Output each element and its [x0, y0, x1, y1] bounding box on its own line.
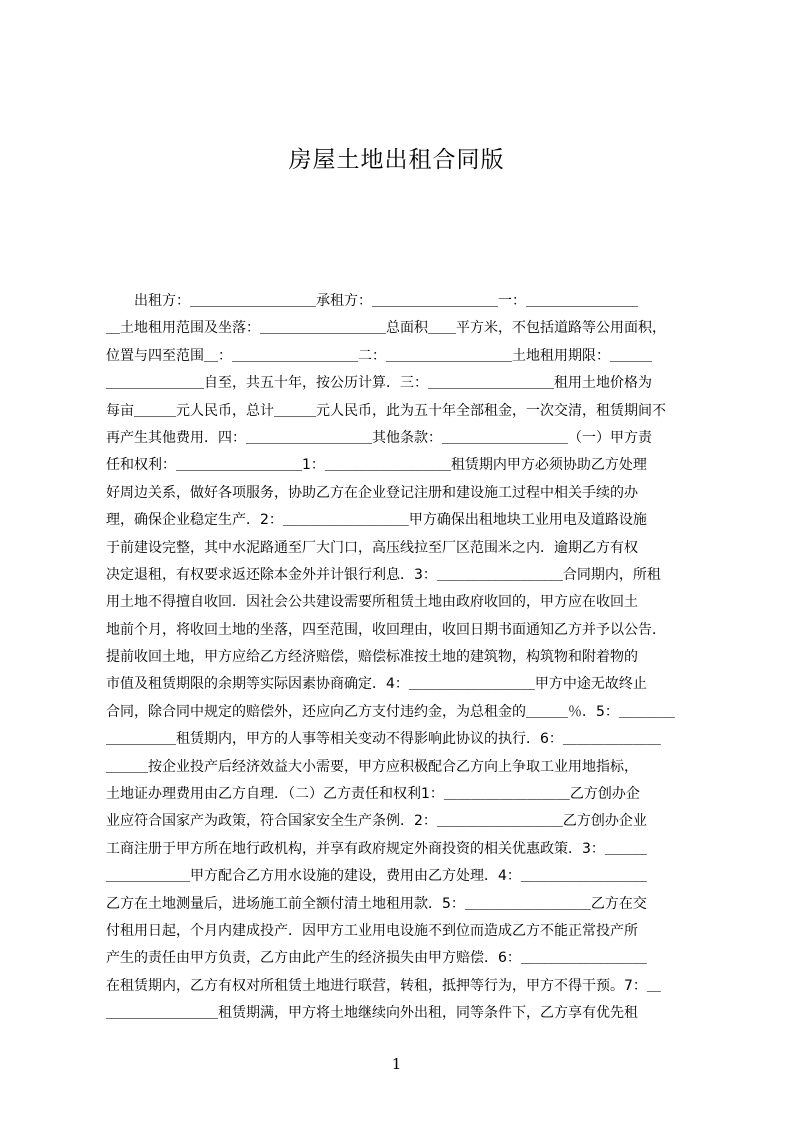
body-line: ＿土地租用范围及坐落：＿＿＿＿＿＿＿＿＿总面积＿＿平方米，不包括道路等公用面积， — [106, 320, 666, 337]
body-line: 任和权利：＿＿＿＿＿＿＿＿＿1：＿＿＿＿＿＿＿＿＿租赁期内甲方必须协助乙方处理 — [106, 457, 647, 474]
body-line: 乙方在土地测量后，进场施工前全额付清土地租用款．5：＿＿＿＿＿＿＿＿＿乙方在交 — [106, 895, 647, 912]
body-line: 地前个月，将收回土地的坐落，四至范围，收回理由，收回日期书面通知乙方并予以公告． — [106, 621, 666, 638]
body-line: 出租方：＿＿＿＿＿＿＿＿＿承租方：＿＿＿＿＿＿＿＿＿一：＿＿＿＿＿＿＿＿ — [106, 293, 638, 309]
body-line: 付租用日起，个月内建成投产．因甲方工业用电设施不到位而造成乙方不能正常投产所 — [106, 922, 638, 939]
body-line: 土地证办理费用由乙方自理．（二）乙方责任和权利1：＿＿＿＿＿＿＿＿＿乙方创办企 — [106, 786, 640, 803]
page-number: 1 — [391, 1055, 402, 1073]
body-line: 于前建设完整，其中水泥路通至厂大门口，高压线拉至厂区范围米之内．逾期乙方有权 — [106, 539, 638, 556]
document-body — [106, 288, 698, 1028]
body-line: 再产生其他费用．四：＿＿＿＿＿＿＿＿＿其他条款：＿＿＿＿＿＿＿＿＿（一）甲方责 — [106, 429, 652, 446]
body-line: 合同，除合同中规定的赔偿外，还应向乙方支付违约金，为总租金的＿＿＿％．5：＿＿＿＿ — [106, 703, 675, 720]
body-line: 用土地不得擅自收回．因社会公共建设需要所租赁土地由政府收回的，甲方应在收回土 — [106, 594, 638, 611]
body-line: ＿＿＿＿＿＿＿自至，共五十年，按公历计算．三：＿＿＿＿＿＿＿＿＿租用土地价格为 — [106, 375, 652, 392]
body-line: 市值及租赁期限的余期等实际因素协商确定．4：＿＿＿＿＿＿＿＿＿甲方中途无故终止 — [106, 676, 647, 693]
body-line: ＿＿＿按企业投产后经济效益大小需要，甲方应积极配合乙方向上争取工业用地指标， — [106, 758, 638, 775]
body-line: 工商注册于甲方所在地行政机构，并享有政府规定外商投资的相关优惠政策．3：＿＿＿ — [106, 840, 647, 857]
body-line: 在租赁期内，乙方有权对所租赁土地进行联营，转租，抵押等行为，甲方不得干预。7：＿ — [106, 977, 661, 994]
body-line: 位置与四至范围＿：＿＿＿＿＿＿＿＿＿二：＿＿＿＿＿＿＿＿＿土地租用期限：＿＿＿ — [106, 347, 652, 364]
body-line: 业应符合国家产为政策，符合国家安全生产条例．2：＿＿＿＿＿＿＿＿＿乙方创办企业 — [106, 813, 647, 830]
body-line: ＿＿＿＿＿＿甲方配合乙方用水设施的建设，费用由乙方处理．4：＿＿＿＿＿＿＿＿＿ — [106, 868, 647, 885]
body-line: ＿＿＿＿＿＿＿＿租赁期满，甲方将土地继续向外出租，同等条件下，乙方享有优先租 — [106, 1005, 638, 1022]
body-line: ＿＿＿＿＿租赁期内，甲方的人事等相关变动不得影响此协议的执行．6：＿＿＿＿＿＿＿ — [106, 731, 661, 748]
body-line: 好周边关系，做好各项服务，协助乙方在企业登记注册和建设施工过程中相关手续的办 — [106, 484, 638, 501]
body-line: 产生的责任由甲方负责，乙方由此产生的经济损失由甲方赔偿．6：＿＿＿＿＿＿＿＿＿ — [106, 950, 647, 967]
document-title: 房屋土地出租合同版 — [288, 147, 505, 173]
body-line: 每亩＿＿＿元人民币，总计＿＿＿元人民币，此为五十年全部租金，一次交清，租赁期间不 — [106, 402, 666, 419]
body-line: 决定退租，有权要求返还除本金外并计银行利息．3：＿＿＿＿＿＿＿＿＿合同期内，所租 — [106, 566, 661, 583]
body-line: 理，确保企业稳定生产．2：＿＿＿＿＿＿＿＿＿甲方确保出租地块工业用电及道路设施 — [106, 512, 647, 529]
body-line: 提前收回土地，甲方应给乙方经济赔偿，赔偿标准按土地的建筑物，构筑物和附着物的 — [106, 649, 638, 666]
